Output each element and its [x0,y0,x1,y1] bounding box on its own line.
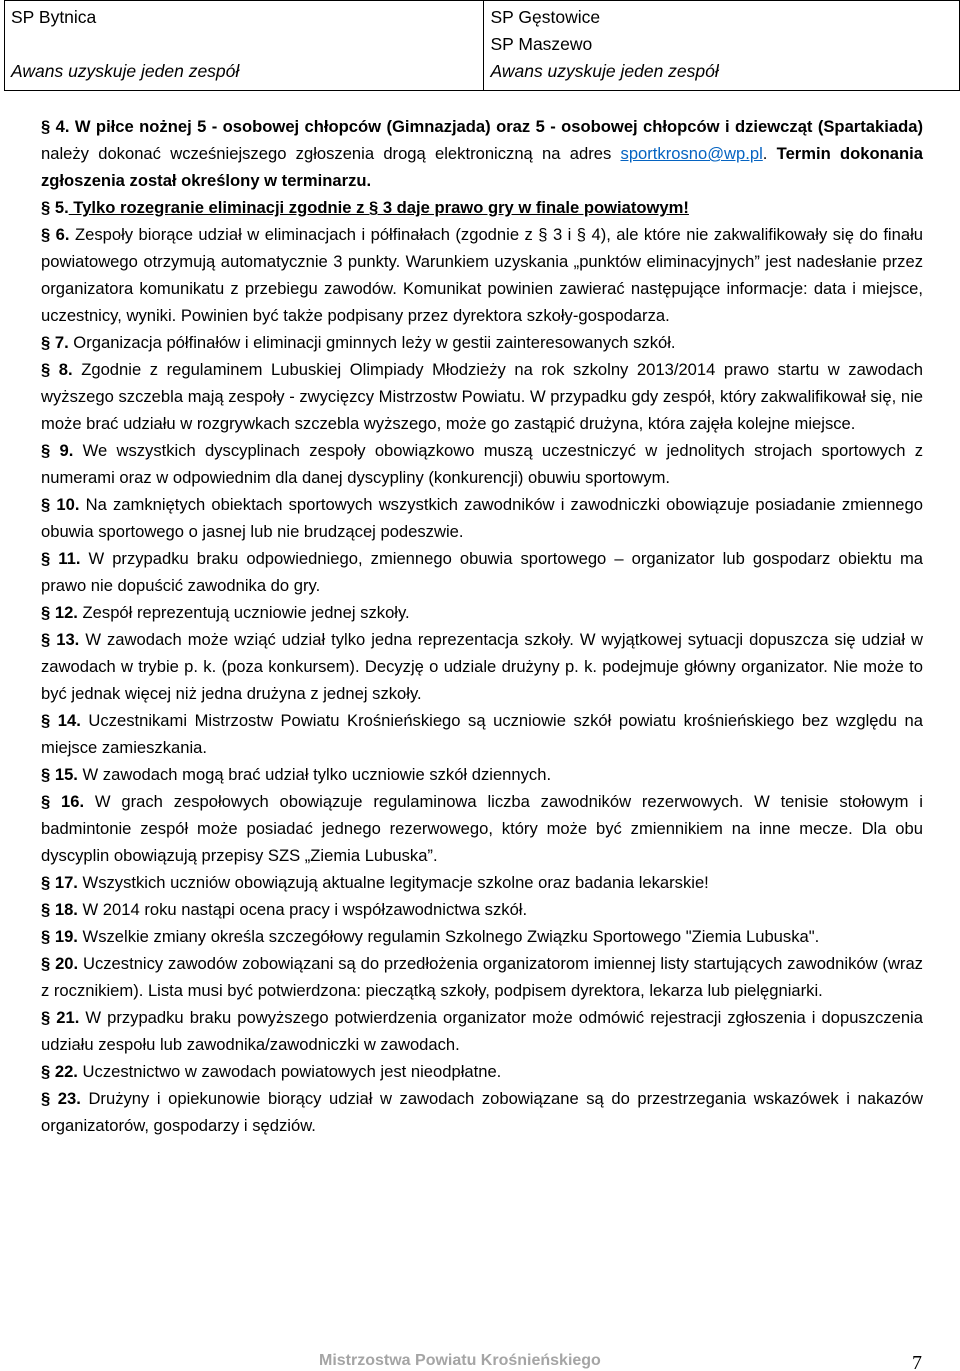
section-number: § 4. [41,117,70,136]
section-text: W zawodach może wziąć udział tylko jedna reprezentacja szkoły. W wyjątkowej sytuacji dopuszcza się udział w zawodach w trybie p. k. (poza konkursem). Decyzję o udziale drużyny p. k. podejmuje główny organizator. Nie może to być jednak więcej niż jedna drużyna z jednej szkoły. [41,630,923,703]
section-21 [41,1004,923,1058]
section-number: § 15. [41,765,78,784]
regulations-body [41,113,923,1139]
section-number: § 19. [41,927,78,946]
section-15 [41,761,923,788]
section-12 [41,599,923,626]
section-number: § 13. [41,630,80,649]
section-text: Wszelkie zmiany określa szczegółowy regulamin Szkolnego Związku Sportowego "Ziemia Lubuska". [77,927,820,946]
section-5 [41,194,923,221]
groups-table-cell-left [5,1,484,91]
section-text: Na zamkniętych obiektach sportowych wszystkich zawodników i zawodniczki obowiązuje posiadanie zmiennego obuwia sportowego o jasnej lub nie brudzącej podeszwie. [41,495,923,541]
section-number: § 8. [41,360,73,379]
section-text: Uczestnictwo w zawodach powiatowych jest nieodpłatne. [77,1062,502,1081]
section-text: Drużyny i opiekunowie biorący udział w zawodach zobowiązane są do przestrzegania wskazówek i nakazów organizatorów, gospodarzy i sędziów. [41,1089,923,1135]
section-text: Uczestnikami Mistrzostw Powiatu Krośnieńskiego są uczniowie szkół powiatu krośnieńskiego bez względu na miejsce zamieszkania. [41,711,923,757]
groups-table-cell-right [484,1,960,91]
section-22 [41,1058,923,1085]
section-text: W 2014 roku nastąpi ocena pracy i współzawodnictwa szkół. [77,900,528,919]
promotion-note: Awans uzyskuje jeden zespół [11,61,240,81]
section-text: Organizacja półfinałów i eliminacji gminnych leży w gestii zainteresowanych szkół. [68,333,676,352]
section-6 [41,221,923,329]
section-text: W przypadku braku odpowiedniego, zmiennego obuwia sportowego – organizator lub gospodarz obiektu ma prawo nie dopuścić zawodnika do gry. [41,549,923,595]
section-bold-text: Termin dokonania zgłoszenia został określony w terminarzu. [41,144,923,190]
section-number: § 9. [41,441,74,460]
section-text: We wszystkich dyscyplinach zespoły obowiązkowo muszą uczestniczyć w jednolitych strojach sportowych z numerami oraz w odpowiednim dla danej dyscypliny (konkurencji) obuwiu sportowym. [41,441,923,487]
section-number: § 21. [41,1008,80,1027]
email-link[interactable]: sportkrosno@wp.pl [620,144,763,163]
section-16 [41,788,923,869]
section-number: § 17. [41,873,78,892]
section-text: W grach zespołowych obowiązuje regulaminowa liczba zawodników rezerwowych. W tenisie stołowym i badmintonie zespół może posiadać jednego rezerwowego, który może być zmiennikiem na inne mecze. Dla obu dyscyplin obowiązują przepisy SZS „Ziemia Lubuska”. [41,792,923,865]
section-number: § 20. [41,954,79,973]
section-number: § 14. [41,711,81,730]
section-text: Wszystkich uczniów obowiązują aktualne legitymacje szkolne oraz badania lekarskie! [77,873,709,892]
promotion-note: Awans uzyskuje jeden zespół [490,61,719,81]
section-number: § 23. [41,1089,81,1108]
section-18 [41,896,923,923]
school-name: SP Maszewo [490,34,593,54]
section-text: Zespół reprezentują uczniowie jednej szkoły. [77,603,410,622]
section-number: § 22. [41,1062,78,1081]
section-text: . [762,144,777,163]
section-number: § 16. [41,792,85,811]
section-number: § 11. [41,549,81,568]
section-20 [41,950,923,1004]
section-number: § 10. [41,495,80,514]
page-footer [0,1348,960,1371]
section-10 [41,491,923,545]
section-11 [41,545,923,599]
section-number: § 18. [41,900,78,919]
section-number: § 5. [41,198,69,217]
groups-table [4,0,960,91]
section-text: W zawodach mogą brać udział tylko uczniowie szkół dziennych. [77,765,552,784]
section-13 [41,626,923,707]
section-23 [41,1085,923,1139]
section-19 [41,923,923,950]
section-bold-text: W piłce nożnej 5 - osobowej chłopców (Gimnazjada) oraz 5 - osobowej chłopców i dziewcząt (Spartakiada) [74,117,923,136]
section-4 [41,113,923,194]
section-text: Zgodnie z regulaminem Lubuskiej Olimpiady Młodzieży na rok szkolny 2013/2014 prawo startu w zawodach wyższego szczebla mają zespoły - zwycięzcy Mistrzostw Powiatu. W przypadku gdy zespół, który zakwalifikował się, nie może brać udziału w rozgrywkach szczebla wyższego, może go zastąpić drużyna, która zajęła kolejne miejsce. [41,360,923,433]
section-text: należy dokonać wcześniejszego zgłoszenia drogą elektroniczną na adres [41,144,621,163]
section-number: § 7. [41,333,69,352]
school-name: SP Bytnica [11,7,97,27]
section-number: § 6. [41,225,70,244]
section-text: Tylko rozegranie eliminacji zgodnie z § 3 daje prawo gry w finale powiatowym! [68,198,689,217]
section-text: Uczestnicy zawodów zobowiązani są do przedłożenia organizatorom imiennej listy startujących zawodników (wraz z rocznikiem). Lista musi być potwierdzona: pieczątką szkoły, podpisem dyrektora, lekarza lub pielęgniarki. [41,954,923,1000]
section-7 [41,329,923,356]
section-text: W przypadku braku powyższego potwierdzenia organizator może odmówić rejestracji zgłoszenia i dopuszczenia udziału zespołu lub zawodnika/zawodniczki w zawodach. [41,1008,923,1054]
footer-title: Mistrzostwa Powiatu Krośnieńskiego [319,1352,601,1369]
section-14 [41,707,923,761]
section-17 [41,869,923,896]
section-number: § 12. [41,603,78,622]
page-number: 7 [912,1352,922,1371]
school-name: SP Gęstowice [490,7,601,27]
section-9 [41,437,923,491]
section-8 [41,356,923,437]
section-text: Zespoły biorące udział w eliminacjach i półfinałach (zgodnie z § 3 i § 4), ale które nie zakwalifikowały się do finału powiatowego otrzymują automatycznie 3 punkty. Warunkiem uzyskania „punktów eliminacyjnych” jest nadesłanie przez organizatora komunikatu z przebiegu zawodów. Komunikat powinien zawierać następujące informacje: data i miejsce, uczestnicy, wyniki. Powinien być także podpisany przez dyrektora szkoły-gospodarza. [41,225,923,325]
